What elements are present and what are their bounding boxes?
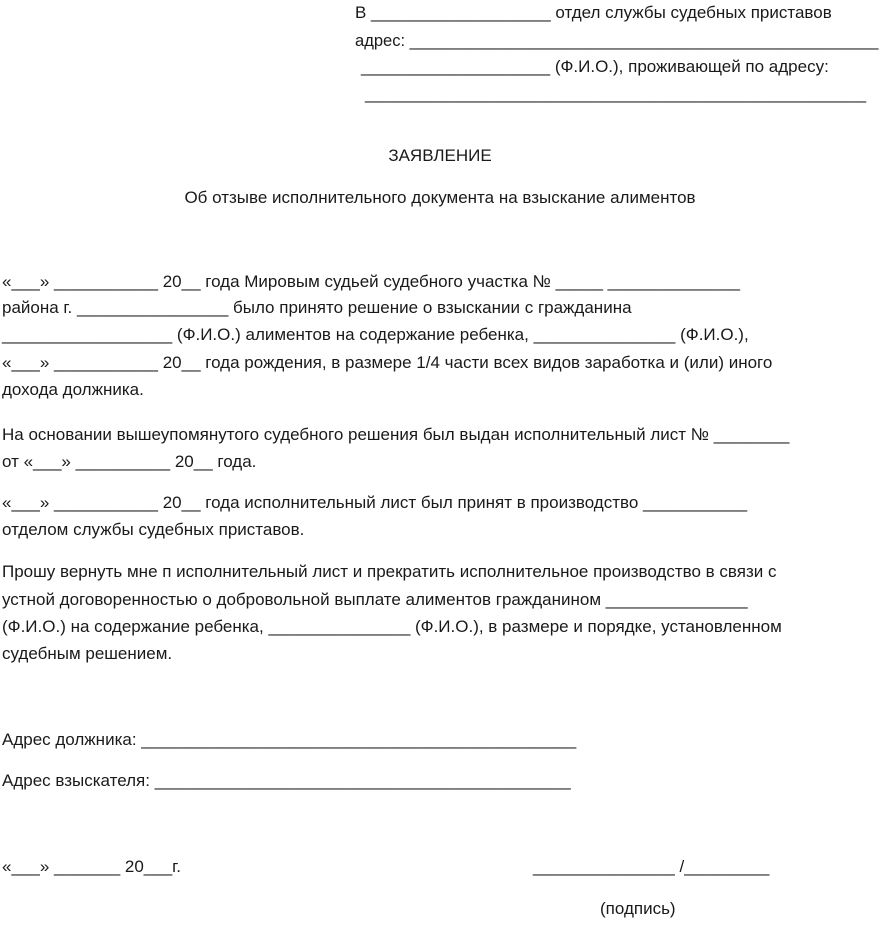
document-subtitle: Об отзыве исполнительного документа на взыскание алиментов xyxy=(184,188,696,207)
debtor-address-field: Адрес должника: ______________________________________________ xyxy=(2,730,577,749)
paragraph-4-line-3: (Ф.И.О.) на содержание ребенка, _______________ (Ф.И.О.), в размере и порядке, установленном xyxy=(2,617,782,636)
header-line-address: адрес: ___________________________________________________ xyxy=(355,31,879,50)
paragraph-1-line-5: дохода должника. xyxy=(2,380,144,399)
date-field: «___» _______ 20___г. xyxy=(2,857,182,876)
paragraph-1-line-3: __________________ (Ф.И.О.) алиментов на содержание ребенка, _______________ (Ф.И.О.), xyxy=(2,325,749,344)
signature-line: _______________ /_________ xyxy=(533,857,770,876)
paragraph-4-line-4: судебным решением. xyxy=(2,644,173,663)
paragraph-1-line-4: «___» ___________ 20__ года рождения, в размере 1/4 части всех видов заработка и (или) иного xyxy=(2,353,773,372)
paragraph-2-line-1: На основании вышеупомянутого судебного решения был выдан исполнительный лист № ________ xyxy=(2,425,790,444)
paragraph-4-line-1: Прошу вернуть мне п исполнительный лист и прекратить исполнительное производство в связи с xyxy=(2,562,777,581)
paragraph-1-line-2: района г. ________________ было принято решение о взыскании с гражданина xyxy=(2,298,632,317)
header-line-applicant: ____________________ (Ф.И.О.), проживающей по адресу: xyxy=(361,57,829,76)
signature-caption: (подпись) xyxy=(600,899,676,918)
document-title: ЗАЯВЛЕНИЕ xyxy=(388,146,492,165)
header-line-department: В ___________________ отдел службы судебных приставов xyxy=(355,3,832,22)
header-line-applicant-address: _____________________________________________________ xyxy=(365,84,867,103)
paragraph-1-line-1: «___» ___________ 20__ года Мировым судьей судебного участка № _____ ______________ xyxy=(2,272,740,291)
paragraph-3-line-1: «___» ___________ 20__ года исполнительный лист был принят в производство ___________ xyxy=(2,493,748,512)
paragraph-2-line-2: от «___» __________ 20__ года. xyxy=(2,452,257,471)
paragraph-4-line-2: устной договоренностью о добровольной выплате алиментов гражданином _______________ xyxy=(2,590,748,609)
claimant-address-field: Адрес взыскателя: ____________________________________________ xyxy=(2,771,571,790)
paragraph-3-line-2: отделом службы судебных приставов. xyxy=(2,520,305,539)
